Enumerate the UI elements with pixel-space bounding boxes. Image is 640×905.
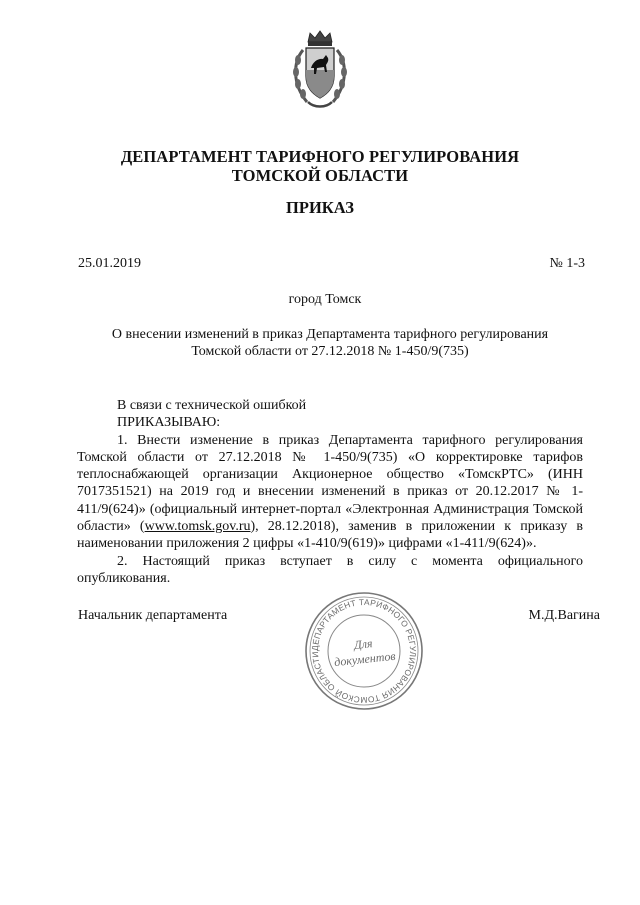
subject-line2: Томской области от 27.12.2018 № 1-450/9(735)	[191, 344, 469, 359]
document-type: ПРИКАЗ	[286, 198, 354, 217]
signature-position: Начальник департамента	[78, 608, 228, 623]
body-item-2: 2. Настоящий приказ вступает в силу с момента официального опубликования.	[77, 553, 583, 586]
document-city: город Томск	[288, 292, 362, 307]
body-order-word: ПРИКАЗЫВАЮ:	[117, 415, 221, 431]
body-reason: В связи с технической ошибкой	[117, 398, 307, 413]
coat-of-arms-icon	[289, 28, 351, 112]
stamp-ring-text: ДЕПАРТАМЕНТ ТАРИФНОГО РЕГУЛИРОВАНИЯ ТОМСКОЙ ОБЛАСТИ	[309, 596, 419, 706]
department-title	[60, 147, 580, 185]
document-number: № 1-3	[549, 256, 585, 271]
document-body	[77, 397, 583, 587]
department-title-line2: ТОМСКОЙ ОБЛАСТИ	[231, 166, 409, 185]
document-subject	[70, 326, 590, 360]
subject-line1: О внесении изменений в приказ Департамента тарифного регулирования	[111, 327, 549, 342]
document-date: 25.01.2019	[78, 256, 141, 271]
signature-name: М.Д.Вагина	[528, 608, 600, 623]
body-item-1-text-a: 1. Внести изменение в приказ Департамента тарифного регулирования Томской области от 27.12.2018 № 1-450/9(735) «О корректировке тарифов теплоснабжающей организации Акционерное общество «ТомскРТС» (ИНН 7017351521) на 2019 год и внесении изменений в приказ от 20.12.2017 № 1-411/9(624)» (официальный интернет-портал «Электронная Администрация Томской области» (	[77, 432, 583, 535]
official-stamp	[303, 590, 425, 712]
stamp-center-line2: документов	[333, 648, 397, 670]
stamp-center-line1: Для	[353, 636, 374, 652]
portal-link[interactable]: www.tomsk.gov.ru	[144, 519, 251, 535]
body-item-1	[77, 432, 583, 553]
body-item-1-text-b: ), 28.12.2018), заменив в приложении к приказу в наименовании приложения 2 цифры «1-410/9(619)» цифрами «1-411/9(624)».	[77, 519, 583, 552]
department-title-line1: ДЕПАРТАМЕНТ ТАРИФНОГО РЕГУЛИРОВАНИЯ	[120, 147, 520, 166]
